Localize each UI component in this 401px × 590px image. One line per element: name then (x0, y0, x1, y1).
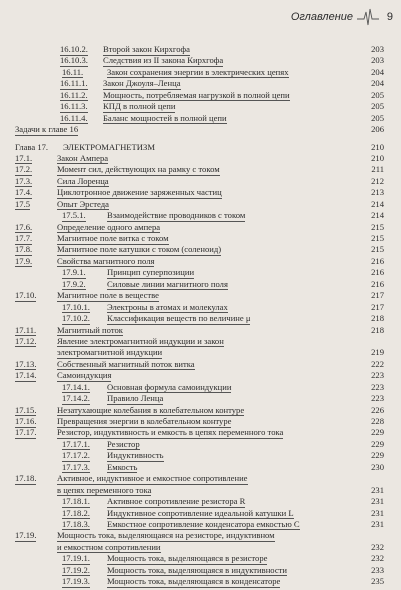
entry-title: Индуктивность (107, 450, 164, 461)
entry-page: 235 (371, 576, 384, 587)
entry-title: Активное, индуктивное и емкостное сопротивление (57, 473, 248, 484)
toc-entry (0, 336, 401, 347)
entry-number: 17.11. (15, 324, 37, 335)
entry-page: 228 (371, 416, 384, 426)
entry-number: 17.18. (15, 473, 37, 484)
entry-number: 17.15. (15, 404, 37, 415)
entry-page: 210 (371, 152, 384, 163)
toc-entry (0, 222, 401, 233)
entry-page: 218 (371, 313, 384, 324)
entry-number: 17.1. (15, 152, 33, 163)
entry-number: 17.17. (15, 427, 37, 438)
entry-title: Резистор, индуктивность и емкость в цепях переменного тока (57, 427, 284, 438)
page-header (0, 8, 401, 26)
entry-page: 223 (371, 381, 384, 392)
toc-entry (0, 153, 401, 164)
entry-number: 16.11.3. (60, 101, 88, 112)
entry-title: Баланс мощностей в полной цепи (103, 112, 227, 123)
entry-number: 17.8. (15, 244, 33, 255)
entry-number: 17.10.2. (62, 313, 90, 324)
toc-entry (0, 244, 401, 255)
entry-page: 206 (371, 124, 384, 135)
entry-title: Основная формула самоиндукции (107, 381, 232, 392)
entry-number: 16.10.2. (60, 44, 88, 54)
entry-page: 211 (371, 164, 384, 175)
entry-number: 17.14.1. (62, 381, 90, 392)
entry-title: Сила Лоренца (57, 175, 109, 186)
toc-entry (0, 576, 401, 587)
entry-number: 17.19.3. (62, 576, 90, 587)
toc-entry (0, 542, 401, 553)
toc-entry (0, 187, 401, 198)
entry-page: 229 (371, 438, 384, 449)
entry-number: 16.11.4. (60, 112, 88, 123)
entry-title: Свойства магнитного поля (57, 255, 155, 266)
entry-title: Резистор (107, 438, 140, 449)
toc-entry (0, 508, 401, 519)
entry-number: 17.17.1. (62, 438, 90, 449)
entry-number: 17.12. (15, 335, 37, 346)
entry-page: 205 (371, 89, 384, 100)
entry-title: ЭЛЕКТРОМАГНЕТИЗМ (63, 141, 155, 152)
entry-number: 17.19. (15, 530, 37, 541)
toc-entry (0, 370, 401, 381)
toc-entry (0, 565, 401, 576)
entry-page: 216 (371, 267, 384, 278)
toc-entry (0, 55, 401, 66)
entry-number: 17.5.1. (62, 210, 86, 221)
entry-page: 213 (371, 187, 384, 198)
entry-number: 17.7. (15, 233, 33, 243)
toc-entry (0, 382, 401, 393)
entry-title: Активное сопротивление резистора R (107, 496, 246, 507)
entry-page: 203 (371, 44, 384, 54)
entry-title: Задачи к главе 16 (15, 124, 79, 135)
toc-entry (0, 462, 401, 473)
entry-page: 214 (371, 198, 384, 209)
toc-entry (0, 313, 401, 324)
entry-page: 217 (371, 301, 384, 312)
toc-entry (0, 553, 401, 564)
pulse-line-icon (357, 8, 379, 26)
entry-title: Электроны в атомах и молекулах (107, 301, 228, 312)
entry-title: Мощность тока, выделяющаяся на резисторе, индуктивном (57, 530, 275, 541)
entry-number: 17.2. (15, 164, 33, 175)
entry-page: 205 (371, 112, 384, 123)
entry-page: 232 (371, 553, 384, 564)
entry-title: Циклотронное движение заряженных частиц (57, 187, 222, 198)
entry-title: Превращения энергии в колебательном контуре (57, 416, 232, 426)
toc-entry (0, 164, 401, 175)
entry-title: Следствия из II закона Кирхгофа (103, 55, 224, 66)
toc-entry (0, 78, 401, 89)
entry-page: 203 (371, 55, 384, 66)
entry-title: Магнитное поле в веществе (57, 290, 159, 301)
entry-number: 17.9.1. (62, 267, 86, 278)
entry-number: 17.5 (15, 198, 31, 209)
toc-entry (0, 176, 401, 187)
entry-page: 214 (371, 210, 384, 221)
entry-title: Емкость (107, 461, 138, 472)
toc-entry (0, 233, 401, 244)
entry-title: Правило Ленца (107, 393, 164, 404)
toc-entry (0, 427, 401, 438)
entry-page: 204 (371, 66, 384, 77)
entry-number: 17.18.1. (62, 496, 90, 507)
toc-entry (0, 90, 401, 101)
entry-title: Классификация веществ по величине μ (107, 313, 251, 324)
entry-number: 16.11.2. (60, 89, 88, 100)
entry-page: 223 (371, 370, 384, 381)
entry-page: 210 (371, 141, 384, 152)
entry-number: 16.11. (62, 66, 84, 77)
toc-entry (0, 519, 401, 530)
entry-title: электромагнитной индукции (57, 347, 163, 358)
entry-title: Магнитное поле витка с током (57, 233, 169, 243)
entry-title: Взаимодействие проводников с током (107, 210, 246, 221)
entry-title: Мощность тока, выделяющаяся в резисторе (107, 553, 268, 564)
table-of-contents (0, 44, 401, 588)
entry-number: 17.19.2. (62, 564, 90, 575)
entry-title: и емкостном сопротивлении (57, 541, 161, 552)
toc-entry (0, 439, 401, 450)
toc-entry (0, 325, 401, 336)
entry-title: Магнитный поток (57, 324, 123, 335)
entry-page: 231 (371, 518, 384, 529)
toc-entry (0, 416, 401, 427)
entry-number: 17.16. (15, 416, 37, 426)
entry-page: 219 (371, 347, 384, 358)
entry-title: Магнитное поле катушки с током (соленоид) (57, 244, 222, 255)
toc-entry (0, 113, 401, 124)
toc-entry (0, 359, 401, 370)
entry-title: Мощность, потребляемая нагрузкой в полной цепи (103, 89, 290, 100)
entry-number: 17.10. (15, 290, 37, 301)
entry-number: 17.19.1. (62, 553, 90, 564)
entry-title: Второй закон Кирхгофа (103, 44, 190, 54)
running-title: Оглавление (290, 11, 353, 23)
entry-page: 232 (371, 541, 384, 552)
entry-page: 230 (371, 461, 384, 472)
entry-number: 17.9. (15, 255, 33, 266)
entry-title: Определение одного ампера (57, 221, 161, 232)
entry-title: Самоиндукция (57, 370, 112, 381)
entry-page: 204 (371, 78, 384, 89)
entry-page: 229 (371, 450, 384, 461)
entry-title: в цепях переменного тока (57, 484, 152, 495)
entry-page: 222 (371, 358, 384, 369)
entry-number: 17.9.2. (62, 278, 86, 289)
toc-entry (0, 496, 401, 507)
entry-title: Закон Джоуля–Ленца (103, 78, 181, 89)
page-number: 9 (386, 11, 393, 23)
entry-page: 231 (371, 496, 384, 507)
entry-title: Опыт Эрстеда (57, 198, 109, 209)
entry-page: 216 (371, 278, 384, 289)
toc-entry (0, 267, 401, 278)
entry-number: 17.4. (15, 187, 33, 198)
toc-entry (0, 101, 401, 112)
entry-page: 231 (371, 507, 384, 518)
entry-number: 17.18.2. (62, 507, 90, 518)
toc-entry (0, 279, 401, 290)
entry-title: Закон сохранения энергии в электрических цепях (107, 66, 289, 77)
toc-entry (0, 256, 401, 267)
entry-page: 229 (371, 427, 384, 438)
entry-page: 215 (371, 221, 384, 232)
entry-title: Собственный магнитный поток витка (57, 358, 195, 369)
toc-entry (0, 199, 401, 210)
entry-number: 17.18.3. (62, 518, 90, 529)
entry-number: 17.10.1. (62, 301, 90, 312)
toc-entry (0, 302, 401, 313)
entry-number: 17.17.2. (62, 450, 90, 461)
entry-page: 216 (371, 255, 384, 266)
entry-number: Глава 17. (15, 141, 49, 152)
entry-page: 205 (371, 101, 384, 112)
entry-number: 17.14. (15, 370, 37, 381)
entry-page: 231 (371, 484, 384, 495)
toc-entry (0, 124, 401, 135)
entry-title: Явление электромагнитной индукции и закон (57, 335, 224, 346)
toc-entry (0, 450, 401, 461)
entry-number: 17.6. (15, 221, 33, 232)
entry-page: 212 (371, 175, 384, 186)
toc-entry (0, 210, 401, 221)
toc-entry (0, 290, 401, 301)
entry-number: 16.10.3. (60, 55, 88, 66)
entry-title: Силовые линии магнитного поля (107, 278, 228, 289)
toc-entry (0, 67, 401, 78)
toc-entry (0, 405, 401, 416)
entry-title: Принцип суперпозиции (107, 267, 195, 278)
toc-entry (0, 473, 401, 484)
entry-page: 226 (371, 404, 384, 415)
entry-title: Незатухающие колебания в колебательном контуре (57, 404, 245, 415)
entry-title: Емкостное сопротивление конденсатора емкостью C (107, 518, 300, 529)
entry-title: Мощность тока, выделяющаяся в индуктивности (107, 564, 287, 575)
entry-page: 218 (371, 324, 384, 335)
toc-entry (0, 530, 401, 541)
entry-page: 215 (371, 233, 384, 243)
toc-entry (0, 393, 401, 404)
entry-title: КПД в полной цепи (103, 101, 176, 112)
entry-number: 17.14.2. (62, 393, 90, 404)
entry-page: 223 (371, 393, 384, 404)
entry-page: 217 (371, 290, 384, 301)
chapter-entry (0, 142, 401, 153)
entry-title: Индуктивное сопротивление идеальной катушки L (107, 507, 294, 518)
entry-title: Мощность тока, выделяющаяся в конденсаторе (107, 576, 281, 587)
entry-number: 17.17.3. (62, 461, 90, 472)
entry-title: Момент сил, действующих на рамку с током (57, 164, 220, 175)
entry-number: 16.11.1. (60, 78, 88, 89)
entry-page: 233 (371, 564, 384, 575)
entry-page: 215 (371, 244, 384, 255)
toc-entry (0, 44, 401, 55)
toc-entry (0, 485, 401, 496)
entry-number: 17.13. (15, 358, 37, 369)
entry-title: Закон Ампера (57, 152, 109, 163)
toc-entry (0, 347, 401, 358)
entry-number: 17.3. (15, 175, 33, 186)
